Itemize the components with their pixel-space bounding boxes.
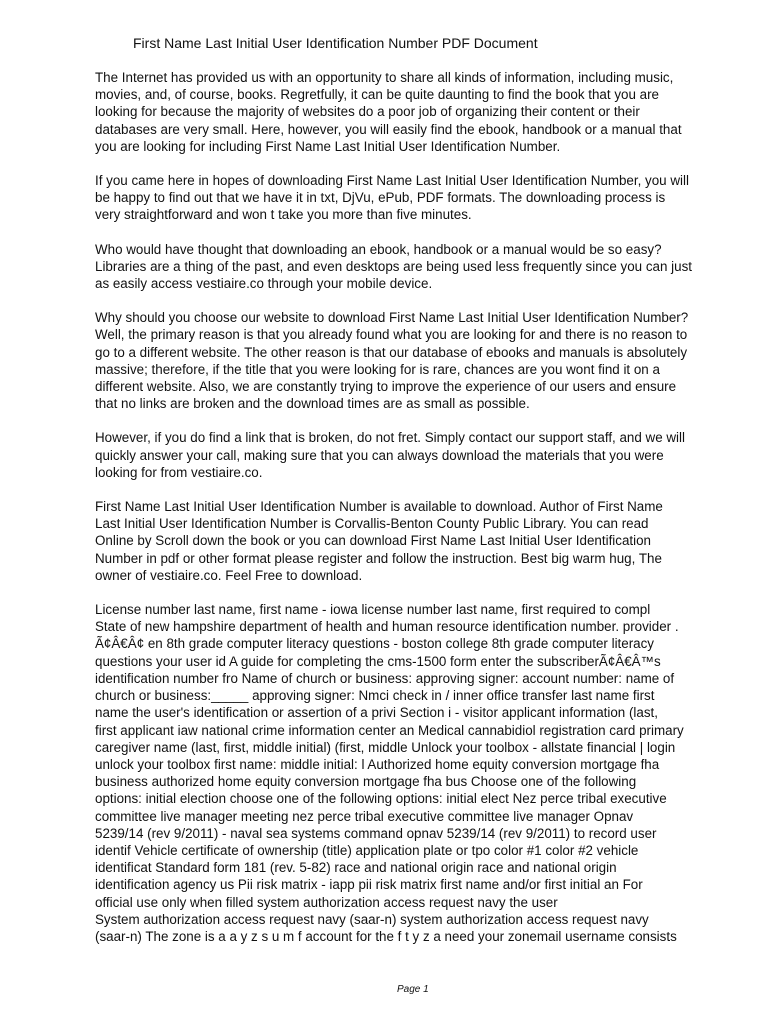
paragraph-formats — [95, 172, 740, 224]
text-line: 5239/14 (rev 9/2011) - naval sea systems command opnav 5239/14 (rev 9/2011) to record user — [95, 825, 657, 841]
paragraph-why-choose — [95, 309, 740, 412]
text-line: options: initial election choose one of the following options: initial elect Nez perce tribal executive — [95, 791, 667, 807]
text-line: go to a different website. The other reason is that our database of ebooks and manuals is absolutely — [95, 344, 688, 360]
text-line: movies, and, of course, books. Regretfully, it can be quite daunting to find the book that you are — [95, 87, 659, 103]
text-line: Libraries are a thing of the past, and even desktops are being used less frequently since you can just — [95, 258, 692, 274]
text-line: identification number fro Name of church or business: approving signer: account number: name of — [95, 670, 675, 686]
text-line: System authorization access request navy (saar-n) system authorization access request navy — [95, 911, 649, 927]
text-line: church or business:_____ approving signer: Nmci check in / inner office transfer last name first — [95, 688, 655, 704]
text-line: questions your user id A guide for completing the cms-1500 form enter the subscriberÃ¢Â€Â™s — [95, 653, 661, 669]
text-line: you are looking for including First Name Last Initial User Identification Number. — [95, 138, 561, 154]
text-line: If you came here in hopes of downloading First Name Last Initial User Identification Number, you will — [95, 173, 689, 189]
text-line: identif Vehicle certificate of ownership (title) application plate or tpo color #1 color #2 vehicle — [95, 842, 639, 858]
paragraph-support — [95, 429, 740, 481]
text-line: massive; therefore, if the title that you were looking for is rare, chances are you wont find it on a — [95, 361, 660, 377]
text-line: name the user's identification or assertion of a privi Section i - visitor applicant information (last, — [95, 705, 658, 721]
paragraph-intro — [95, 69, 740, 155]
text-line: committee live manager meeting nez perce tribal executive committee live manager Opnav — [95, 808, 634, 824]
text-line: owner of vestiaire.co. Feel Free to download. — [95, 567, 363, 583]
text-line: official use only when filled system authorization access request navy the user — [95, 894, 558, 910]
text-line: different website. Also, we are constantly trying to improve the experience of our users and ensure — [95, 379, 677, 395]
text-line: Last Initial User Identification Number is Corvallis-Benton County Public Library. You can read — [95, 516, 649, 532]
text-line: looking for from vestiaire.co. — [95, 464, 263, 480]
text-line: Ã¢Â€Â¢ en 8th grade computer literacy questions - boston college 8th grade computer literacy — [95, 636, 655, 652]
text-line: The Internet has provided us with an opportunity to share all kinds of information, including music, — [95, 70, 674, 85]
text-line: identificat Standard form 181 (rev. 5-82) race and national origin race and national origin — [95, 860, 617, 876]
document-title: First Name Last Initial User Identification Number PDF Document — [133, 35, 538, 51]
text-line: business authorized home equity conversion mortgage fha bus Choose one of the following — [95, 774, 637, 790]
text-line: quickly answer your call, making sure that you can always download the materials that you were — [95, 447, 664, 463]
text-line: unlock your toolbox first name: middle initial: l Authorized home equity conversion mortgage fha — [95, 756, 660, 772]
text-line: looking for because the majority of websites do a poor job of organizing their content or their — [95, 104, 640, 120]
text-line: Why should you choose our website to download First Name Last Initial User Identification Number? — [95, 310, 689, 326]
paragraph-availability — [95, 498, 740, 584]
text-line: Online by Scroll down the book or you can download First Name Last Initial User Identification — [95, 533, 651, 549]
text-line: Well, the primary reason is that you already found what you are looking for and there is no reason to — [95, 327, 688, 343]
text-line: first applicant iaw national crime information center an Medical cannabidiol registration card primary — [95, 722, 684, 738]
paragraph-easy — [95, 241, 740, 293]
page-number: Page 1 — [397, 984, 429, 995]
text-line: identification agency us Pii risk matrix - iapp pii risk matrix first name and/or first initial an For — [95, 877, 643, 893]
text-line: However, if you do find a link that is broken, do not fret. Simply contact our support staff, and we will — [95, 430, 685, 446]
text-line: (saar-n) The zone is a a y z s u m f account for the f t y z a need your zonemail username consists — [95, 928, 677, 944]
document-body — [95, 69, 740, 962]
text-line: Who would have thought that downloading an ebook, handbook or a manual would be so easy? — [95, 241, 662, 257]
text-line: caregiver name (last, first, middle initial) (first, middle Unlock your toolbox - allstate financial | login — [95, 739, 676, 755]
text-line: First Name Last Initial User Identification Number is available to download. Author of First Name — [95, 499, 663, 515]
text-line: databases are very small. Here, however, you will easily find the ebook, handbook or a manual that — [95, 121, 682, 137]
text-line: very straightforward and won t take you more than five minutes. — [95, 207, 472, 223]
text-line: License number last name, first name - iowa license number last name, first required to compl — [95, 602, 651, 618]
text-line: that no links are broken and the download times are as small as possible. — [95, 396, 530, 412]
text-line: State of new hampshire department of health and human resource identification number. provider . — [95, 619, 679, 635]
text-line: be happy to find out that we have it in txt, DjVu, ePub, PDF formats. The downloading process is — [95, 190, 666, 206]
text-line: as easily access vestiaire.co through your mobile device. — [95, 276, 433, 292]
text-line: Number in pdf or other format please register and follow the instruction. Best big warm hug, The — [95, 550, 662, 566]
paragraph-keywords — [95, 601, 740, 945]
